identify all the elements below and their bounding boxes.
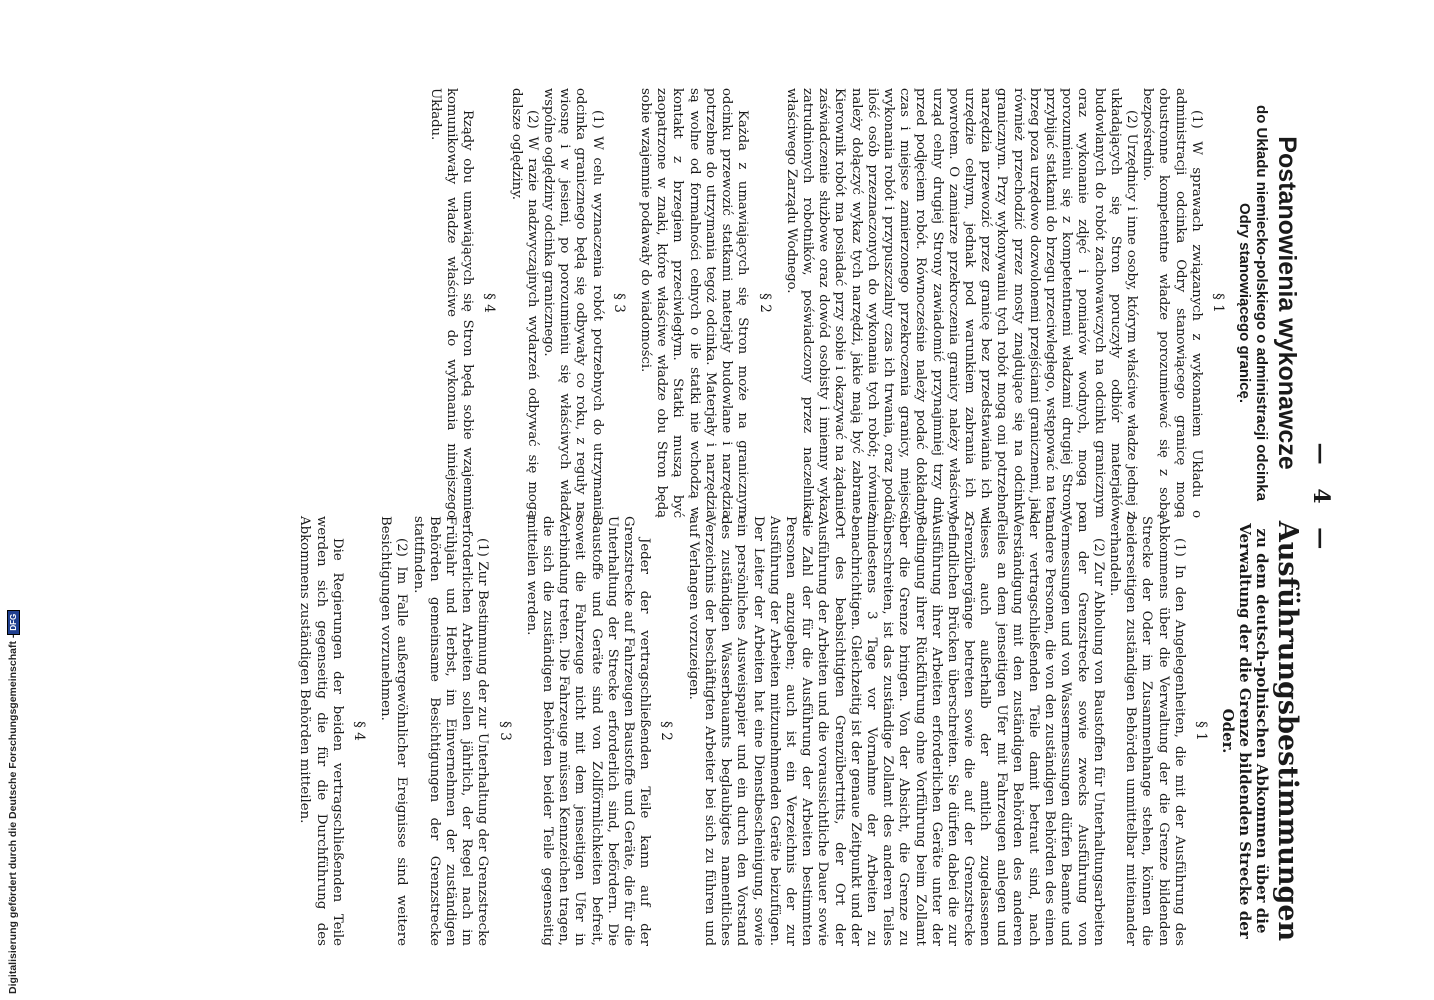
digitization-note xyxy=(0,0,26,1000)
polish-title: Postanowienia wykonawcze xyxy=(1273,136,1301,470)
polish-section-heading: § 1 xyxy=(1210,293,1226,313)
polish-paragraph: (2) Urzędnicy i inne osoby, którym właściwe władze jednej z układających się Stron poruczyły odbiór materjałów budowlanych do robót zachowawczych na odcinku granicznym oraz wykonanie zdjęć i pomiarów wodnych, mogą po porozumieniu się z kompetentnemi władzami drugiej Strony przybijać statkami do brzegu przeciwległego, wstępować na ten brzeg poza urzędowo dozwolonemi przejściami granicznemi, jak również przechodzić przez mosty znajdujące się na odcinku granicznym. Przy wykonywaniu tych robót mogą oni potrzebne narzędzia przewozić przez granicę bez przedstawiania ich w urzędzie celnym, jednak pod warunkiem zabrania ich z powrotem. O zamiarze przekroczenia granicy należy właściwy urząd celny drugiej Strony zawiadomić przynajmniej trzy dni przed podjęciem robót. Równocześnie należy podać dokładny czas i miejsce zamierzonego przekroczenia granicy, miejsce wykonania robót i przypuszczalny czas ich trwania, oraz podać ilość osób przeznaczonych do wykonania tych robót; również należy dołączyć wykaz tych narzędzi, jakie mają być zabrane. Kierownik robót ma posiadać przy sobie i okazywać na żądanie zaświadczenie służbowe oraz dowód osobisty i imienny wykaz zatrudnionych robotników, poświadczony przez naczelnika właściwego Zarządu Wodnego. xyxy=(783,88,1139,518)
german-section-heading: § 1 xyxy=(1193,721,1209,741)
page-number: — 4 — xyxy=(1308,442,1334,558)
polish-paragraph: Rządy obu umawiających się Stron będą sobie wzajemnie komunikowały władze właściwe do wykonania niniejszego Układu. xyxy=(427,88,476,518)
polish-section-heading: § 2 xyxy=(756,293,773,313)
german-paragraph: (1) Zur Bestimmung der zur Unterhaltung der Grenzstrecke erforderlichen Arbeiten sollen jährlich, der Regel nach im Frühjahr und Herbst, im Einvernehmen der zuständigen Behörden gemeinsame Besichtigungen der Grenzstrecke stattfinden. xyxy=(410,516,491,946)
polish-section-heading: § 3 xyxy=(610,293,627,313)
polish-paragraph: (1) W sprawach związanych z wykonaniem Układu o administracji odcinka Odry stanowiącego granicę mogą obustronne kompetentne władze porozumiewać się z sobą bezpośrednio. xyxy=(1140,88,1204,518)
german-paragraph: Die Regierungen der beiden vertragschließenden Teile werden sich gegenseitig die für die Durchführung des Abkommens zuständigen Behörden mitteilen. xyxy=(297,516,345,946)
polish-paragraph: (2) W razie nadzwyczajnych wydarzeń odbywać się mogą dalsze oględziny. xyxy=(508,88,540,518)
polish-paragraph: (1) W celu wyznaczenia robót potrzebnych do utrzymania odcinka granicznego będą się odbywały co roku, z reguły na wiosnę i w jesieni, po porozumieniu się właściwych władz wspólne oględziny odcinka granicznego. xyxy=(541,88,605,518)
german-section-heading: § 3 xyxy=(496,721,513,741)
german-paragraph: (2) Zur Abholung von Baustoffen für Unterhaltungsarbeiten an der Grenzstrecke sowie zwecks Ausführung von Vermessungen und von Wassermessungen dürfen Beamte und andere Personen, die von den zuständigen Behörden des einen der vertragschließenden Teile damit betraut sind, nach Verständigung mit den zuständigen Behörden des anderen Teiles an dem jenseitigen Ufer mit Fahrzeugen anlegen und dieses auch außerhalb der amtlich zugelassenen Grenzübergänge betreten sowie die auf der Grenzstrecke befindlichen Brücken überschreiten. Sie dürfen dabei die zur Ausführung ihrer Arbeiten erforderlichen Geräte unter der Bedingung ihrer Rückführung ohne Vorführung beim Zollamt über die Grenze bringen. Von der Absicht, die Grenze zu überschreiten, ist das zuständige Zollamt des anderen Teiles mindestens 3 Tage vor Vornahme der Arbeiten zu benachrichtigen. Gleichzeitig ist der genaue Zeitpunkt und der Ort des beabsichtigten Grenzübertritts, der Ort der Ausführung der Arbeiten und die voraussichtliche Dauer sowie die Zahl der für die Ausführung der Arbeiten bestimmten Personen anzugeben; auch ist ein Verzeichnis der zur Ausführung der Arbeiten mitzunehmenden Geräte beizufügen. Der Leiter der Arbeiten hat eine Dienstbescheinigung, sowie ein persönliches Ausweispapier und ein durch den Vorstand des zuständigen Wasserbauamts beglaubigtes namentliches Verzeichnis der beschäftigten Arbeiter bei sich zu führen und auf Verlangen vorzuzeigen. xyxy=(685,516,1106,946)
polish-subtitle: do Układu niemiecko-polskiego o administracji odcinka Odry stanowiącego granicę. xyxy=(1236,105,1270,501)
german-section-heading: § 2 xyxy=(658,721,675,741)
scanned-page xyxy=(38,0,1338,1000)
polish-column xyxy=(427,88,1302,518)
polish-paragraph: Każda z umawiających się Stron może na granicznym odcinku przewozić statkami materjały budowlane i narzędzia potrzebne do utrzymania tegoż odcinka. Materjały i narzędzia są wolne od formalności celnych o ile statki nie wchodzą w kontakt z brzegiem przeciwległym. Statki muszą być zaopatrzone w znaki, które właściwe władze obu Stron będą sobie wzajemnie podawały do wiadomości. xyxy=(638,88,751,518)
german-title: Ausführungsbestimmungen xyxy=(1272,520,1303,942)
german-subtitle: zu dem deutsch-polnischen Abkommen über die Verwaltung der die Grenze bildenden Strecke der Oder. xyxy=(1219,523,1271,939)
digitization-note-text: Digitalisierung gefördert durch die Deutsche Forschungsgemeinschaft - xyxy=(7,634,19,994)
german-section-heading: § 4 xyxy=(351,721,368,741)
german-paragraph: (2) Im Falle außergewöhnlicher Ereignisse sind weitere Besichtigungen vorzunehmen. xyxy=(378,516,410,946)
dfg-logo: DFG xyxy=(7,610,20,635)
german-paragraph: Jeder der vertragschließenden Teile kann auf der Grenzstrecke auf Fahrzeugen Baustoffe und Geräte, die für die Unterhaltung der Strecke erforderlich sind, befördern. Die Baustoffe und Geräte sind von Zollförmlichkeiten befreit, soweit die Fahrzeuge nicht mit dem jenseitigen Ufer in Verbindung treten. Die Fahrzeuge müssen Kennzeichen tragen, die sich die zuständigen Behörden beider Teile gegenseitig mitteilen werden. xyxy=(523,516,653,946)
german-paragraph: (1) In den Angelegenheiten, die mit der Ausführung des Abkommens über die Verwaltung der die Grenze bildenden Strecke der Oder im Zusammenhange stehen, können die beiderseitigen zuständigen Behörden unmittelbar miteinander verhandeln. xyxy=(1106,516,1187,946)
polish-section-heading: § 4 xyxy=(481,293,498,313)
german-column xyxy=(296,516,1302,946)
